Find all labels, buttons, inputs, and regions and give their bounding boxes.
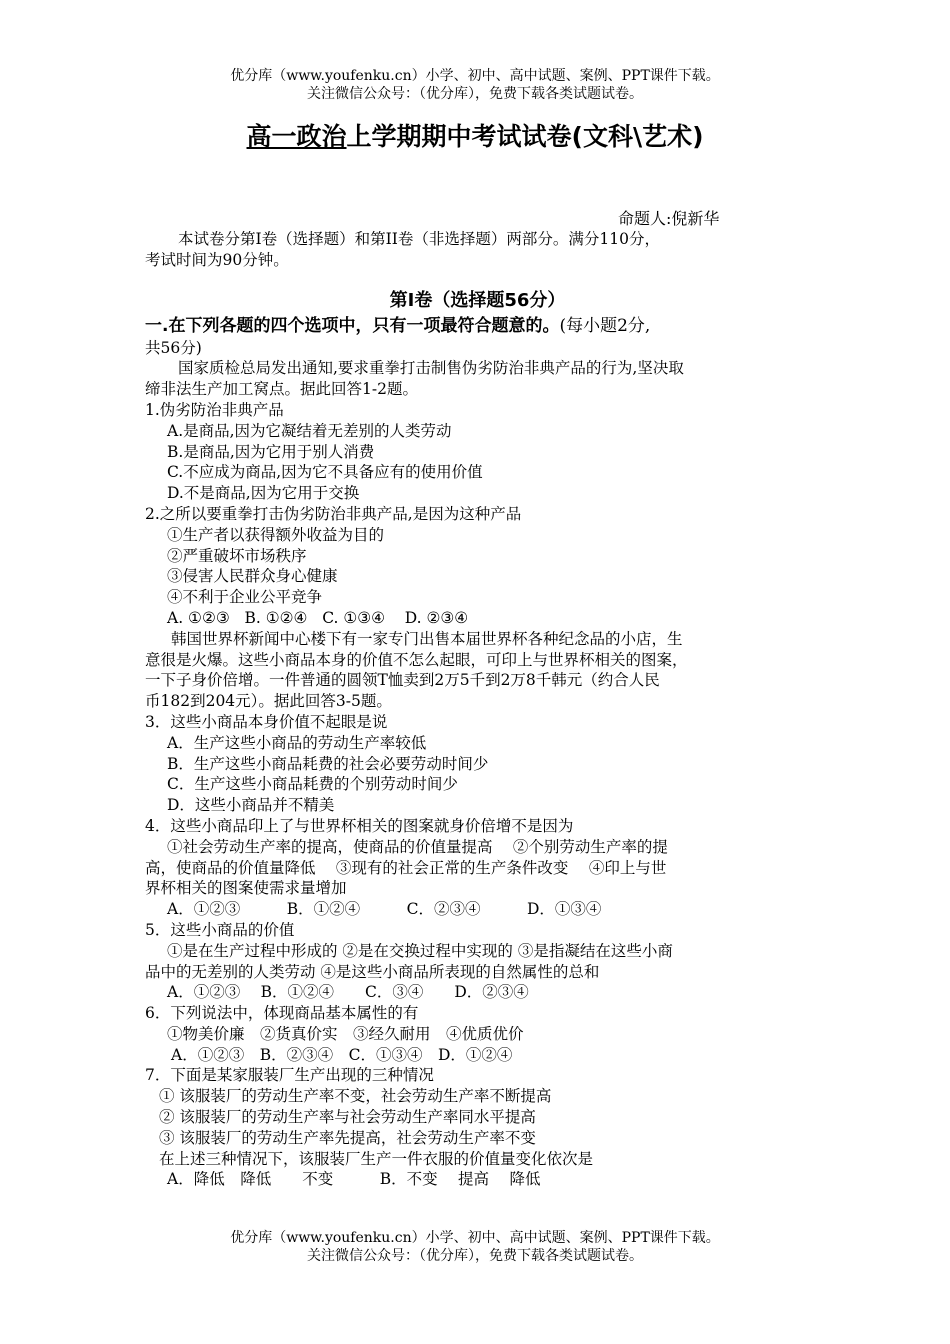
q7-item-3: ③ 该服装厂的劳动生产率先提高，社会劳动生产率不变 [159, 1128, 536, 1147]
q7-item-2: ② 该服装厂的劳动生产率与社会劳动生产率同水平提高 [159, 1108, 536, 1127]
q5-line-2: 品中的无差别的人类劳动 ④是这些小商品所表现的自然属性的总和 [145, 962, 600, 981]
q3-option-c: C．生产这些小商品耗费的个别劳动时间少 [167, 775, 458, 794]
q4-stem: 4．这些小商品印上了与世界杯相关的图案就身价倍增不是因为 [145, 816, 574, 835]
q4-answers: A．①②③ B．①②④ C．②③④ D．①③④ [167, 900, 602, 919]
q4-line-3: 界杯相关的图案使需求量增加 [145, 879, 347, 898]
q3-option-a: A．生产这些小商品的劳动生产率较低 [167, 733, 427, 752]
exam-title [0, 120, 950, 154]
q2-item-1: ①生产者以获得额外收益为目的 [167, 525, 385, 544]
footer-line-2: 关注微信公众号：（优分库），免费下载各类试题试卷。 [307, 1248, 643, 1264]
q7-item-1: ① 该服装厂的劳动生产率不变，社会劳动生产率不断提高 [159, 1087, 552, 1106]
passage2-line-2: 意很是火爆。这些小商品本身的价值不怎么起眼，可印上与世界杯相关的图案， [145, 650, 688, 669]
q3-option-b: B．生产这些小商品耗费的社会必要劳动时间少 [167, 754, 489, 773]
q2-answers: A. ①②③ B. ①②④ C. ①③④ D. ②③④ [167, 608, 469, 627]
q5-answers: A．①②③ B．①②④ C．③④ D．②③④ [167, 983, 529, 1002]
instruction-bold: 一.在下列各题的四个选项中，只有一项最符合题意的。 [145, 315, 560, 336]
q1-option-b: B.是商品,因为它用于别人消费 [167, 442, 375, 461]
passage2-line-4: 币182到204元）。据此回答3-5题。 [145, 692, 392, 711]
author-line: 命题人:倪新华 [618, 209, 720, 228]
q3-stem: 3．这些小商品本身价值不起眼是说 [145, 712, 388, 731]
q3-option-d: D．这些小商品并不精美 [167, 796, 335, 815]
q2-item-3: ③侵害人民群众身心健康 [167, 567, 338, 586]
instruction-rest: (每小题2分, [559, 315, 651, 336]
q2-stem: 2.之所以要重拳打击伪劣防治非典产品,是因为这种产品 [145, 504, 522, 523]
q1-option-c: C.不应成为商品,因为它不具备应有的使用价值 [167, 463, 483, 482]
q4-line-1: ①社会劳动生产率的提高，使商品的价值量提高 ②个别劳动生产率的提 [167, 837, 668, 856]
passage2-line-3: 一下子身价倍增。一件普通的圆领T恤卖到2万5千到2万8千韩元（约合人民 [145, 671, 660, 690]
header-line-2: 关注微信公众号：（优分库），免费下载各类试题试卷。 [307, 86, 643, 102]
q7-stem: 7．下面是某家服装厂生产出现的三种情况 [145, 1066, 434, 1085]
passage1-line-1: 国家质检总局发出通知,要求重拳打击制售伪劣防治非典产品的行为,坚决取 [178, 359, 684, 378]
q6-stem: 6．下列说法中，体现商品基本属性的有 [145, 1004, 419, 1023]
passage1-line-2: 缔非法生产加工窝点。据此回答1-2题。 [145, 380, 418, 399]
q4-line-2: 高，使商品的价值量降低 ③现有的社会正常的生产条件改变 ④印上与世 [145, 858, 667, 877]
q1-option-d: D.不是商品,因为它用于交换 [167, 484, 360, 503]
intro-line-1: 本试卷分第Ⅰ卷（选择题）和第II卷（非选择题）两部分。满分110分， [178, 230, 660, 248]
section-title: 第Ⅰ卷（选择题56分） [389, 289, 566, 311]
intro-line-2: 考试时间为90分钟。 [145, 250, 289, 269]
title-subject: 高一政治 [246, 122, 347, 151]
header-line-1: 优分库（www.youfenku.cn）小学、初中、高中试题、案例、PPT课件下载。 [230, 68, 720, 84]
q6-items: ①物美价廉 ②货真价实 ③经久耐用 ④优质优价 [167, 1024, 524, 1043]
q5-stem: 5．这些小商品的价值 [145, 920, 295, 939]
q5-line-1: ①是在生产过程中形成的 ②是在交换过程中实现的 ③是指凝结在这些小商 [167, 941, 673, 960]
instruction-rest-2: 共56分) [145, 338, 202, 357]
q6-answers: A．①②③ B．②③④ C．①③④ D．①②④ [171, 1045, 513, 1064]
section-instruction [145, 314, 810, 338]
q7-answers: A．降低 降低 不变 B．不变 提高 降低 [167, 1170, 541, 1189]
passage2-line-1: 韩国世界杯新闻中心楼下有一家专门出售本届世界杯各种纪念品的小店，生 [171, 629, 683, 648]
exam-body [145, 229, 810, 1190]
q2-item-2: ②严重破坏市场秩序 [167, 546, 307, 565]
q1-option-a: A.是商品,因为它凝结着无差别的人类劳动 [167, 421, 452, 440]
q2-item-4: ④不利于企业公平竞争 [167, 588, 323, 607]
q1-stem: 1.伪劣防治非典产品 [145, 400, 284, 419]
q7-question: 在上述三种情况下，该服装厂生产一件衣服的价值量变化依次是 [159, 1149, 594, 1168]
page-header [0, 67, 950, 103]
page-footer [0, 1229, 950, 1265]
title-rest: 上学期期中考试试卷(文科\艺术) [346, 122, 704, 151]
footer-line-1: 优分库（www.youfenku.cn）小学、初中、高中试题、案例、PPT课件下载。 [230, 1230, 720, 1246]
